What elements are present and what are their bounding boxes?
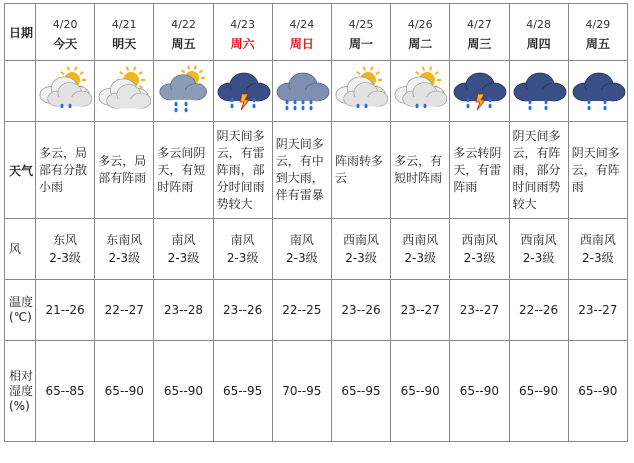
day-label: 周六 bbox=[230, 37, 255, 51]
icon-cell bbox=[154, 61, 213, 122]
date-cell bbox=[95, 4, 154, 61]
day-label: 周一 bbox=[349, 37, 374, 51]
date-cell bbox=[331, 4, 390, 61]
wind-cell bbox=[391, 219, 450, 280]
icon-cell bbox=[509, 61, 568, 122]
date-label: 4/20 bbox=[52, 18, 78, 31]
date-cell bbox=[36, 4, 95, 61]
partly-cloudy-rain-icon bbox=[36, 64, 94, 118]
wind-header: 风 bbox=[5, 219, 36, 280]
wind-level: 2-3级 bbox=[463, 251, 496, 265]
wind-level: 2-3级 bbox=[108, 251, 141, 265]
wind-level: 2-3级 bbox=[404, 251, 437, 265]
weather-description: 阴天间多云，有中到大雨，伴有雷暴 bbox=[272, 122, 331, 219]
icon-cell bbox=[36, 61, 95, 122]
weather-row bbox=[5, 122, 628, 219]
date-label: 4/26 bbox=[407, 18, 433, 31]
wind-level: 2-3级 bbox=[167, 251, 200, 265]
temperature-range: 21--26 bbox=[36, 280, 95, 341]
humidity-range: 65--85 bbox=[36, 341, 95, 442]
wind-cell bbox=[36, 219, 95, 280]
wind-cell bbox=[213, 219, 272, 280]
cloudy-rain-icon bbox=[154, 64, 212, 118]
humidity-range: 70--95 bbox=[272, 341, 331, 442]
wind-row bbox=[5, 219, 628, 280]
thunderstorm-icon bbox=[214, 64, 272, 118]
day-label: 周五 bbox=[171, 37, 196, 51]
humidity-range: 65--90 bbox=[450, 341, 509, 442]
icon-cell bbox=[95, 61, 154, 122]
date-header: 日期 bbox=[5, 4, 36, 61]
wind-direction: 南风 bbox=[289, 233, 314, 247]
weather-description: 多云，有短时阵雨 bbox=[391, 122, 450, 219]
humidity-range: 65--90 bbox=[568, 341, 627, 442]
wind-direction: 西南风 bbox=[579, 233, 616, 247]
temperature-range: 22--26 bbox=[509, 280, 568, 341]
day-label: 周二 bbox=[408, 37, 433, 51]
dark-rain-icon bbox=[510, 64, 568, 118]
icon-cell bbox=[391, 61, 450, 122]
weather-description: 阴天间多云，有阵雨，部分时间雨势较大 bbox=[509, 122, 568, 219]
day-label: 明天 bbox=[112, 37, 137, 51]
date-cell bbox=[391, 4, 450, 61]
icon-cell bbox=[331, 61, 390, 122]
date-row bbox=[5, 4, 628, 61]
day-label: 周三 bbox=[467, 37, 492, 51]
partly-cloudy-rain-icon bbox=[332, 64, 390, 118]
date-label: 4/27 bbox=[467, 18, 492, 31]
temperature-range: 23--26 bbox=[331, 280, 390, 341]
temperature-row bbox=[5, 280, 628, 341]
partly-cloudy-icon bbox=[95, 64, 153, 118]
date-label: 4/24 bbox=[289, 18, 315, 31]
weather-description: 多云转阴天，有雷阵雨 bbox=[450, 122, 509, 219]
date-cell bbox=[272, 4, 331, 61]
wind-cell bbox=[331, 219, 390, 280]
date-label: 4/22 bbox=[171, 18, 196, 31]
wind-cell bbox=[450, 219, 509, 280]
day-label: 周四 bbox=[526, 37, 551, 51]
humidity-header: 相对湿度(%) bbox=[5, 341, 36, 442]
temperature-header: 温度(℃) bbox=[5, 280, 36, 341]
wind-cell bbox=[272, 219, 331, 280]
temperature-range: 23--28 bbox=[154, 280, 213, 341]
date-label: 4/23 bbox=[230, 18, 255, 31]
weather-description: 阴天间多云，有阵雨 bbox=[568, 122, 627, 219]
icon-cell bbox=[450, 61, 509, 122]
wind-direction: 东风 bbox=[53, 233, 78, 247]
date-cell bbox=[509, 4, 568, 61]
icon-cell bbox=[213, 61, 272, 122]
date-cell bbox=[213, 4, 272, 61]
day-label: 周五 bbox=[585, 37, 610, 51]
humidity-range: 65--95 bbox=[213, 341, 272, 442]
temperature-range: 23--27 bbox=[450, 280, 509, 341]
weather-description: 多云间阴天，有短时阵雨 bbox=[154, 122, 213, 219]
temperature-range: 22--27 bbox=[95, 280, 154, 341]
wind-direction: 西南风 bbox=[343, 233, 380, 247]
humidity-row bbox=[5, 341, 628, 442]
wind-cell bbox=[154, 219, 213, 280]
humidity-range: 65--90 bbox=[391, 341, 450, 442]
humidity-range: 65--90 bbox=[154, 341, 213, 442]
icon-header bbox=[5, 61, 36, 122]
wind-cell bbox=[95, 219, 154, 280]
day-label: 周日 bbox=[289, 37, 314, 51]
temperature-range: 23--26 bbox=[213, 280, 272, 341]
icon-cell bbox=[568, 61, 627, 122]
dark-rain-icon bbox=[569, 64, 627, 118]
wind-cell bbox=[509, 219, 568, 280]
humidity-range: 65--90 bbox=[95, 341, 154, 442]
date-label: 4/21 bbox=[111, 18, 137, 31]
wind-direction: 南风 bbox=[230, 233, 255, 247]
temperature-range: 23--27 bbox=[568, 280, 627, 341]
wind-level: 2-3级 bbox=[582, 251, 614, 265]
partly-cloudy-rain-icon bbox=[391, 64, 449, 118]
date-label: 4/29 bbox=[585, 18, 611, 31]
day-label: 今天 bbox=[53, 37, 78, 51]
forecast-table bbox=[4, 3, 628, 442]
weather-header: 天气 bbox=[5, 122, 36, 219]
wind-direction: 西南风 bbox=[402, 233, 439, 247]
wind-direction: 东南风 bbox=[106, 233, 143, 247]
weather-description: 多云，局部有分散小雨 bbox=[36, 122, 95, 219]
weather-description: 阵雨转多云 bbox=[331, 122, 390, 219]
weather-description: 阴天间多云，有雷阵雨，部分时间雨势较大 bbox=[213, 122, 272, 219]
date-cell bbox=[450, 4, 509, 61]
wind-level: 2-3级 bbox=[345, 251, 377, 265]
humidity-range: 65--90 bbox=[509, 341, 568, 442]
temperature-range: 22--25 bbox=[272, 280, 331, 341]
wind-level: 2-3级 bbox=[286, 251, 318, 265]
wind-direction: 西南风 bbox=[461, 233, 498, 247]
temperature-range: 23--27 bbox=[391, 280, 450, 341]
date-label: 4/28 bbox=[526, 18, 551, 31]
wind-cell bbox=[568, 219, 627, 280]
date-label: 4/25 bbox=[348, 18, 374, 31]
icon-row bbox=[5, 61, 628, 122]
wind-direction: 西南风 bbox=[520, 233, 557, 247]
date-cell bbox=[154, 4, 213, 61]
heavy-rain-icon bbox=[273, 64, 331, 118]
date-cell bbox=[568, 4, 627, 61]
humidity-range: 65--95 bbox=[331, 341, 390, 442]
wind-level: 2-3级 bbox=[226, 251, 259, 265]
wind-level: 2-3级 bbox=[522, 251, 555, 265]
thunderstorm-icon bbox=[450, 64, 508, 118]
icon-cell bbox=[272, 61, 331, 122]
wind-direction: 南风 bbox=[171, 233, 196, 247]
weather-description: 多云，局部有阵雨 bbox=[95, 122, 154, 219]
wind-level: 2-3级 bbox=[49, 251, 81, 265]
